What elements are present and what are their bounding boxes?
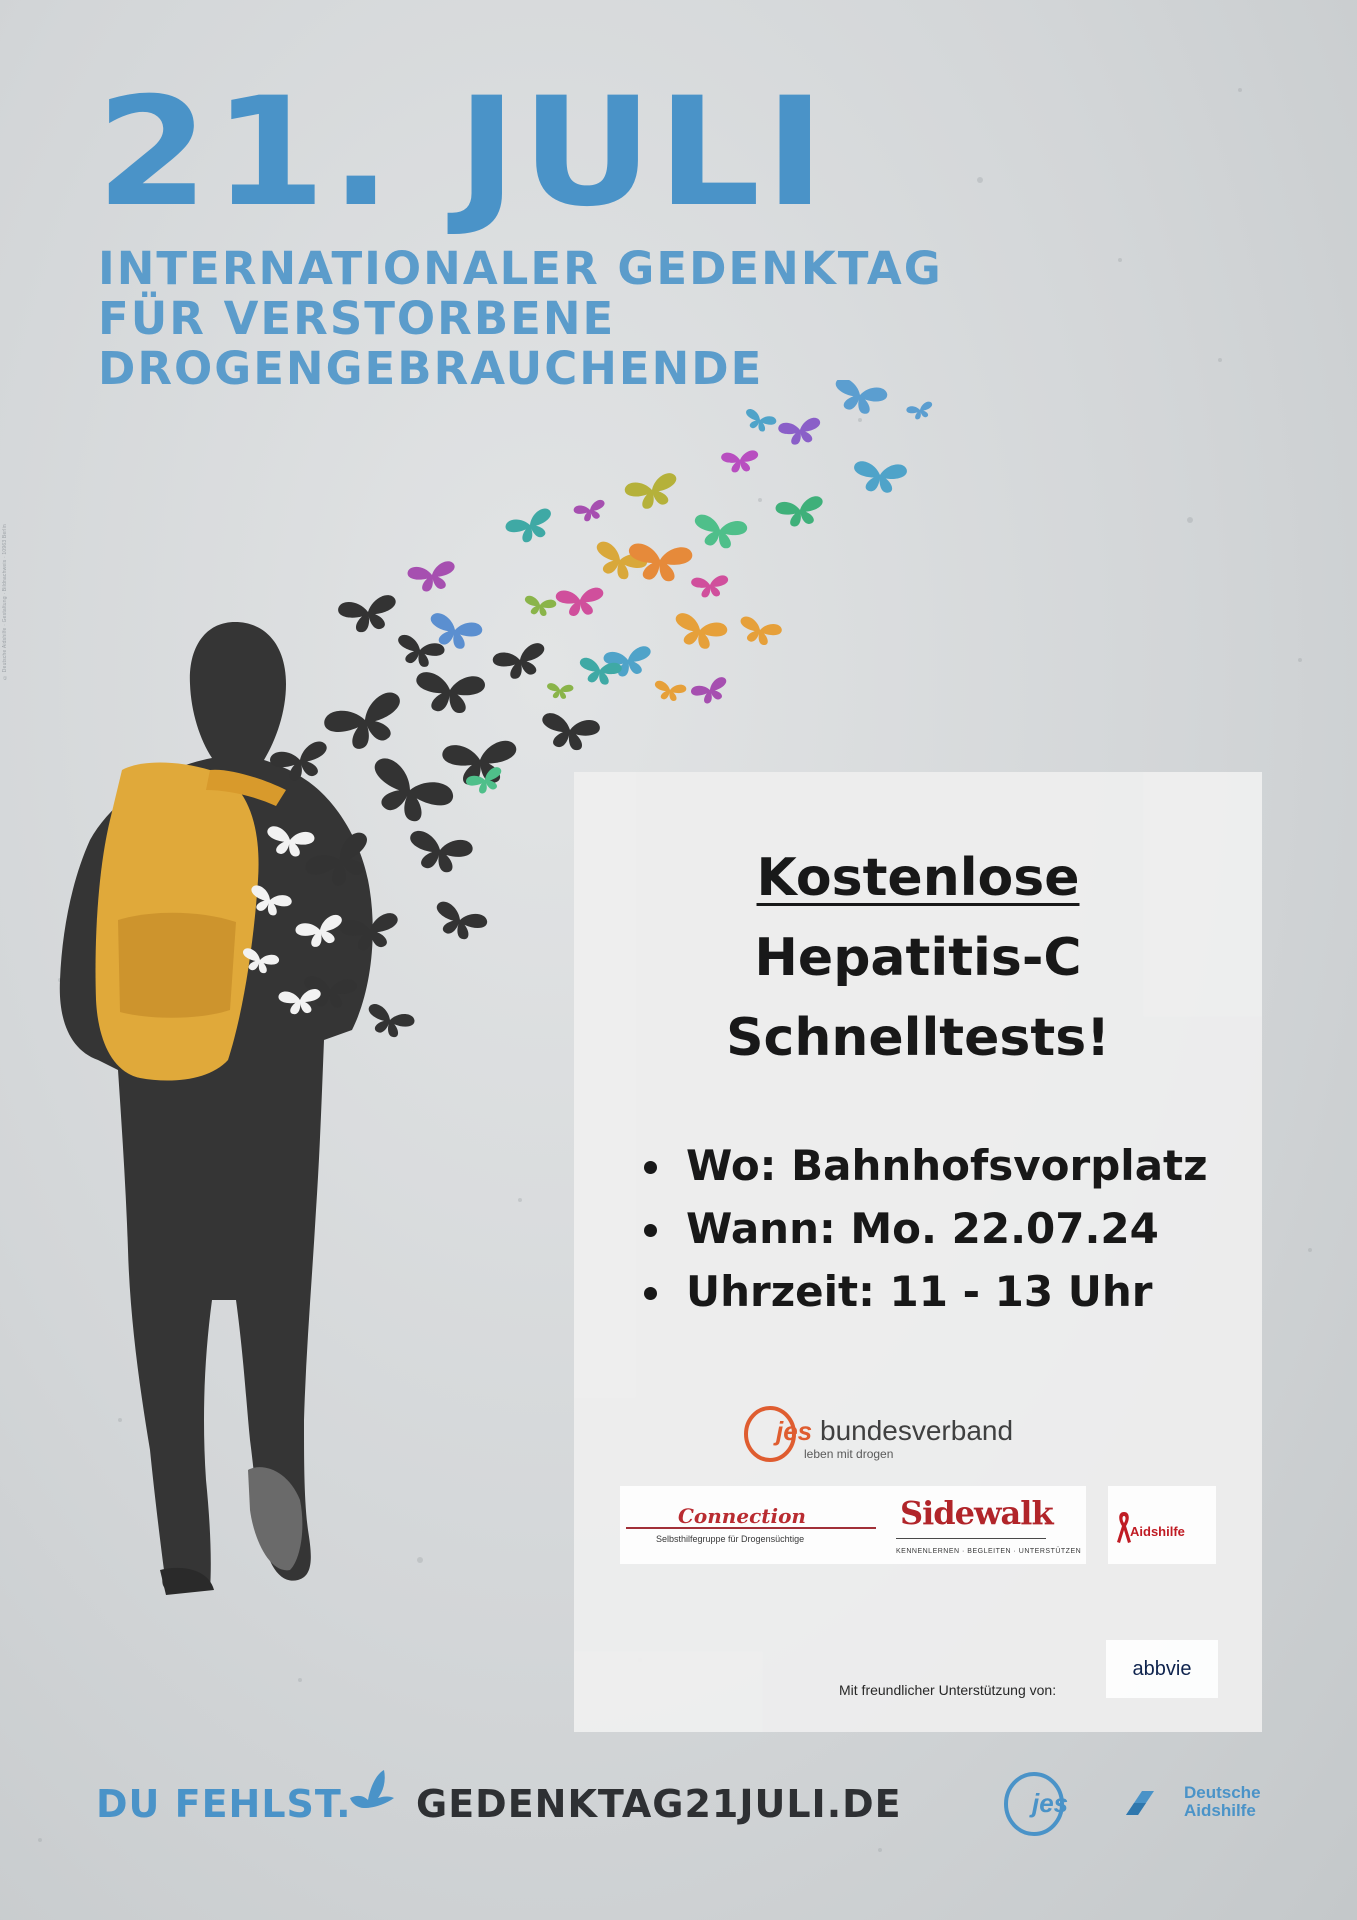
jes-footer-text: jes xyxy=(1032,1788,1069,1818)
dah-line-1: Deutsche xyxy=(1184,1783,1261,1802)
jes-footer-logo xyxy=(1002,1770,1088,1838)
aidshilfe-logo xyxy=(1108,1486,1216,1564)
figure-silhouette xyxy=(60,622,373,1592)
aidshilfe-logo-name: Aidshilfe xyxy=(1130,1524,1185,1539)
jes-bundesverband-logo xyxy=(742,1400,1082,1466)
sidewalk-logo-sub: KENNENLERNEN · BEGLEITEN · UNTERSTÜTZEN xyxy=(896,1548,1082,1555)
jes-logo-tagline: leben mit drogen xyxy=(804,1447,894,1461)
subtitle-line-3: DROGENGEBRAUCHENDE xyxy=(98,342,764,395)
headline-line-1: Kostenlose xyxy=(756,848,1080,908)
butterflies-colored xyxy=(407,380,935,798)
dah-line-2: Aidshilfe xyxy=(1184,1801,1256,1820)
event-date: 21. JULI xyxy=(96,66,830,240)
info-box xyxy=(574,772,1262,1732)
event-subtitle xyxy=(98,244,943,394)
jes-logo-name: bundesverband xyxy=(820,1415,1014,1446)
jes-logo-prefix: jes xyxy=(776,1416,813,1446)
event-details-list xyxy=(638,1134,1208,1323)
headline-line-2: Hepatitis-C xyxy=(754,928,1082,988)
sidewalk-logo-line xyxy=(896,1538,1046,1539)
subtitle-line-2: FÜR VERSTORBENE xyxy=(98,292,616,345)
headline xyxy=(574,838,1262,1078)
detail-time: Uhrzeit: 11 - 13 Uhr xyxy=(638,1260,1208,1323)
connection-logo-name: Connection xyxy=(678,1504,806,1528)
support-note: Mit freundlicher Unterstützung von: xyxy=(839,1682,1057,1698)
abbvie-logo: abbvie xyxy=(1106,1640,1218,1698)
connection-logo xyxy=(620,1486,886,1564)
detail-location: Wo: Bahnhofsvorplatz xyxy=(638,1134,1208,1197)
connection-logo-sub: Selbsthilfegruppe für Drogensüchtige xyxy=(656,1534,805,1544)
deutsche-aidshilfe-logo xyxy=(1184,1784,1261,1820)
fine-print: © Deutsche Aidshilfe · Gestaltung · Bildnachweis · 10963 Berlin xyxy=(2,524,8,680)
sidewalk-logo-name: Sidewalk xyxy=(900,1494,1053,1532)
deutsche-aidshilfe-icon xyxy=(1124,1785,1156,1817)
detail-date: Wann: Mo. 22.07.24 xyxy=(638,1197,1208,1260)
footer-website[interactable]: GEDENKTAG21JULI.DE xyxy=(416,1782,902,1826)
backpack-pocket xyxy=(118,913,236,1018)
footer-slogan: DU FEHLST. xyxy=(96,1782,352,1826)
butterfly-icon xyxy=(344,1768,396,1812)
partner-logos xyxy=(620,1486,1216,1564)
headline-line-3: Schnelltests! xyxy=(726,1008,1110,1068)
subtitle-line-1: INTERNATIONALER GEDENKTAG xyxy=(98,242,943,295)
sidewalk-logo xyxy=(886,1486,1086,1564)
